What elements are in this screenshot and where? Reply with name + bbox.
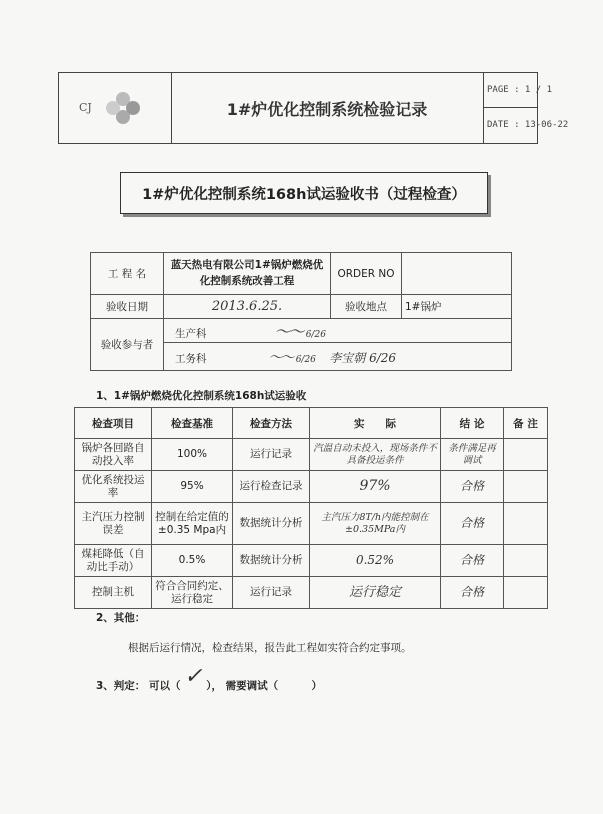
location-label: 验收地点 [331, 295, 402, 319]
row-remark [504, 503, 548, 545]
row-remark [504, 545, 548, 577]
table-row [75, 471, 548, 503]
row-standard: 符合合同约定、运行稳定 [152, 577, 233, 609]
row-standard: 控制在给定值的±0.35 Mpa内 [152, 503, 233, 545]
row-result: 合格 [441, 503, 504, 545]
judgement-line [96, 664, 322, 695]
row-result: 合格 [441, 577, 504, 609]
row-item: 控制主机 [75, 577, 152, 609]
dept1-name: 生产科 [175, 328, 207, 340]
table-row [75, 503, 548, 545]
table-row [75, 577, 548, 609]
row-method: 数据统计分析 [233, 545, 310, 577]
row-standard: 95% [152, 471, 233, 503]
order-label: ORDER NO [331, 253, 402, 295]
project-name: 蓝天热电有限公司1#锅炉燃烧优化控制系统改善工程 [164, 253, 331, 295]
row-remark [504, 439, 548, 471]
row-item: 煤耗降低（自动比手动） [75, 545, 152, 577]
dept2-sign-date-a: 6/26 [295, 354, 316, 365]
logo-graphic [59, 73, 171, 143]
record-title: 1#炉优化控制系统检验记录 [171, 73, 484, 143]
location-value: 1#锅炉 [402, 295, 512, 319]
judgement-adjust-label: 需要调试（ [225, 680, 279, 692]
col-result: 结 论 [441, 408, 504, 439]
project-label: 工 程 名 [91, 253, 164, 295]
project-info-table [90, 252, 512, 371]
row-actual: 主汽压力8T/h内能控制在±0.35MPa内 [310, 503, 441, 545]
page-number: PAGE : 1 / 1 [483, 73, 537, 108]
row-remark [504, 577, 548, 609]
date-label: 验收日期 [91, 295, 164, 319]
row-actual: 汽温自动未投入，现场条件不具备投运条件 [310, 439, 441, 471]
judgement-label: 3、判定： [96, 680, 146, 692]
row-item: 主汽压力控制误差 [75, 503, 152, 545]
row-method: 运行记录 [233, 439, 310, 471]
table-row [75, 545, 548, 577]
check-mark-icon: ✓ [184, 664, 203, 689]
row-result: 条件满足再调试 [441, 439, 504, 471]
row-item: 优化系统投运率 [75, 471, 152, 503]
col-method: 检查方法 [233, 408, 310, 439]
dept2-name: 工务科 [175, 352, 207, 365]
row-method: 数据统计分析 [233, 503, 310, 545]
judgement-ok-label: 可以（ [148, 680, 181, 692]
participants-label: 验收参与者 [91, 319, 164, 371]
row-remark [504, 471, 548, 503]
judgement-end: ） [311, 680, 322, 692]
row-item: 锅炉各回路自动投入率 [75, 439, 152, 471]
row-actual: 运行稳定 [310, 577, 441, 609]
row-method: 运行记录 [233, 577, 310, 609]
document-header [58, 72, 569, 144]
row-actual: 97% [310, 471, 441, 503]
row-actual: 0.52% [310, 545, 441, 577]
dept1-sign-date: 6/26 [305, 330, 326, 340]
row-result: 合格 [441, 471, 504, 503]
record-date: DATE : 13-06-22 [487, 120, 569, 130]
row-standard: 0.5% [152, 545, 233, 577]
other-remarks: 根据后运行情况，检查结果，报告此工程如实符合约定事项。 [128, 642, 412, 654]
dept1-cell [164, 319, 512, 343]
col-remark: 备 注 [504, 408, 548, 439]
acceptance-title: 1#炉优化控制系统168h试运验收书（过程检查） [120, 172, 488, 214]
judgement-sep: ）， [206, 680, 222, 692]
header-meta [483, 73, 569, 143]
dept2-signature-b: 李宝朝 6/26 [329, 350, 397, 365]
dept1-signature: 〜〜 [274, 322, 303, 341]
col-actual: 实 际 [310, 408, 441, 439]
row-standard: 100% [152, 439, 233, 471]
dept2-cell [164, 343, 512, 371]
row-result: 合格 [441, 545, 504, 577]
logo-text: CJ [79, 101, 92, 114]
section1-heading: 1、1#锅炉燃烧优化控制系统168h试运验收 [96, 390, 307, 402]
dept2-signature-a: 〜〜 [268, 349, 293, 366]
col-item: 检查项目 [75, 408, 152, 439]
inspection-table [74, 407, 548, 609]
section2-heading: 2、其他： [96, 612, 146, 624]
company-logo [59, 73, 172, 143]
col-standard: 检查基准 [152, 408, 233, 439]
row-method: 运行检查记录 [233, 471, 310, 503]
date-value: 2013.6.25. [164, 295, 331, 319]
table-row [75, 439, 548, 471]
order-value [402, 253, 512, 295]
